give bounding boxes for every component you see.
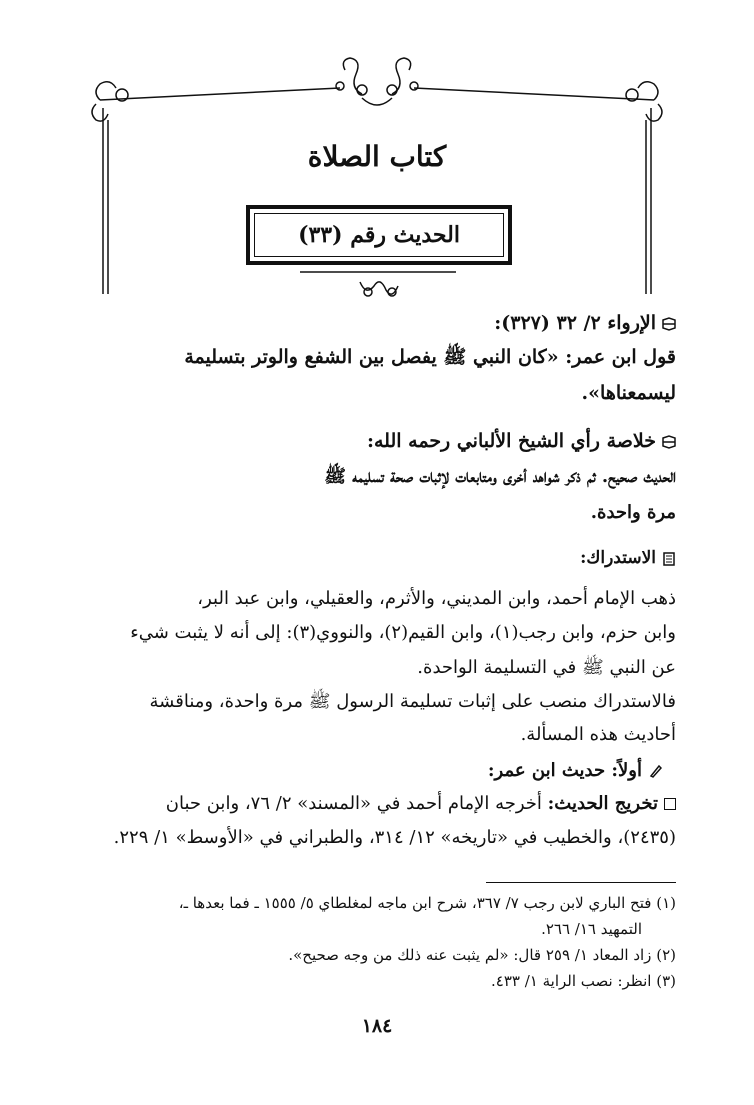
istidrak-p1-line-2: وابن حزم، وابن رجب(١)، وابن القيم(٢)، والنووي(٣): إلى أنه لا يثبت شيء: [130, 622, 676, 643]
chapter-title: كتاب الصلاة: [307, 140, 447, 173]
hadith-number-box: [246, 205, 512, 265]
footnote-2-number: (٢): [656, 946, 676, 964]
square-icon: [664, 798, 676, 810]
istidrak-heading-row: [76, 548, 676, 568]
istidrak-p2-line-1: فالاستدراك منصب على إثبات تسليمة الرسول ﷺ مرة واحدة، ومناقشة: [149, 691, 676, 712]
takhrij-line-2: (٢٤٣٥)، والخطيب في «تاريخه» ١٢/ ٣١٤، والطبراني في «الأوسط» ١/ ٢٢٩.: [113, 827, 676, 848]
footnote-1: [76, 894, 676, 912]
book-icon: [662, 435, 676, 449]
page-number: ١٨٤: [361, 1015, 393, 1037]
takhrij-label: تخريج الحديث:: [547, 793, 658, 814]
footnote-2-text: زاد المعاد ١/ ٢٥٩ قال: «لم يثبت عنه ذلك من وجه صحيح».: [288, 946, 652, 964]
istidrak-heading: الاستدراك:: [580, 548, 656, 568]
footnote-3-number: (٣): [656, 972, 676, 990]
irwaa-heading: الإرواء ٢/ ٣٢ (٣٢٧):: [494, 312, 656, 334]
book-icon: [662, 317, 676, 331]
istidrak-p1-line-1: ذهب الإمام أحمد، وابن المديني، والأثرم، والعقيلي، وابن عبد البر،: [197, 588, 676, 609]
irwaa-heading-row: [76, 312, 676, 334]
istidrak-p2-line-2: أحاديث هذه المسألة.: [520, 724, 676, 745]
footnote-1-continuation: التمهيد ١٦/ ٢٦٦.: [541, 920, 642, 938]
footnote-divider: [486, 882, 676, 883]
pen-icon: [648, 764, 662, 778]
irwaa-quote-line-2: ليسمعناها».: [581, 382, 676, 404]
footnote-1-text: فتح الباري لابن رجب ٧/ ٣٦٧، شرح ابن ماجه لمغلطاي ٥/ ١٥٥٥ ـ فما بعدها ـ،: [178, 894, 652, 912]
irwaa-quote-line-1: قول ابن عمر: «كان النبي ﷺ يفصل بين الشفع والوتر بتسليمة: [184, 346, 676, 368]
summary-line-1: الحديث صحيح. ثم ذكر شواهد أخرى ومتابعات لإثبات صحة تسليمه ﷺ: [324, 466, 676, 487]
takhrij-line-1: [76, 793, 676, 814]
first-heading-row: [62, 760, 662, 781]
takhrij-text-1: أخرجه الإمام أحمد في «المسند» ٢/ ٧٦، وابن حبان: [165, 793, 542, 814]
scroll-icon: [662, 552, 676, 566]
footnote-2: [76, 946, 676, 964]
summary-line-2: مرة واحدة.: [590, 502, 676, 523]
summary-heading: خلاصة رأي الشيخ الألباني رحمه الله:: [366, 430, 656, 452]
footnote-1-number: (١): [656, 894, 676, 912]
hadith-number: الحديث رقم (٣٣): [254, 213, 504, 257]
istidrak-p1-line-3: عن النبي ﷺ في التسليمة الواحدة.: [417, 657, 676, 678]
first-heading: أولاً: حديث ابن عمر:: [487, 760, 642, 781]
summary-heading-row: [76, 430, 676, 452]
footnote-3: [76, 972, 676, 990]
footnote-3-text: انظر: نصب الراية ١/ ٤٣٣.: [491, 972, 652, 990]
